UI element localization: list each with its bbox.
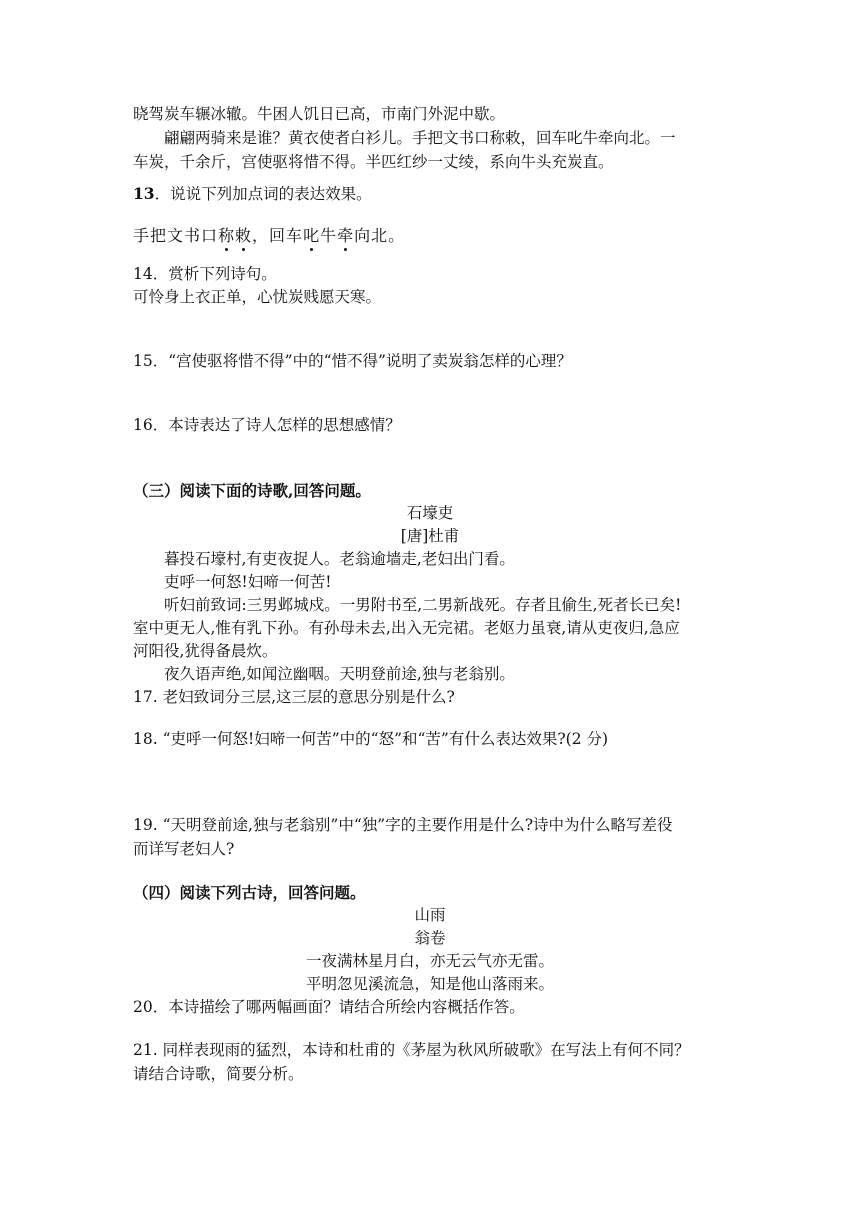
question-21-line-2: 请结合诗歌，简要分析。 (133, 1065, 304, 1083)
quote-part: 手把文书口 (133, 226, 219, 245)
poem-line-3: 车炭，千余斤，宫使驱将惜不得。半匹红纱一丈绫，系向牛头充炭直。 (133, 153, 614, 171)
poem-verse-1: 一夜满林星月白，亦无云气亦无雷。 (305, 952, 554, 970)
poem-para-4: 夜久语声绝,如闻泣幽咽。天明登前途,独与老翁别。 (164, 665, 515, 683)
question-16: 16．本诗表达了诗人怎样的思想感情？ (133, 416, 401, 434)
question-19-line-2: 而详写老妇人? (133, 840, 235, 858)
poem-verse-2: 平明忽见溪流急，知是他山落雨来。 (305, 975, 554, 993)
question-14: 14．赏析下列诗句。 (133, 265, 277, 283)
poem-line-2: 翩翩两骑来是谁？黄衣使者白衫儿。手把文书口称敕，回车叱牛牵向北。一 (164, 129, 676, 147)
question-20: 20．本诗描绘了哪两幅画面？请结合所绘内容概括作答。 (133, 998, 525, 1016)
section-4-heading: （四）阅读下列古诗，回答问题。 (133, 883, 366, 902)
poem-author-wengjuan: 翁卷 (414, 929, 446, 947)
poem-line-1: 晓驾炭车辗冰辙。牛困人饥日已高，市南门外泥中歇。 (133, 105, 506, 123)
section-3-heading: （三）阅读下面的诗歌,回答问题。 (133, 481, 371, 500)
poem-title-shanyu: 山雨 (414, 906, 446, 924)
question-13 (133, 183, 372, 205)
dotted-word: 敕 (235, 226, 253, 245)
question-13-text: 说说下列加点词的表达效果。 (170, 185, 372, 203)
quote-part: ，回车 (252, 226, 304, 245)
poem-para-2: 吏呼一何怒!妇啼一何苦! (164, 573, 332, 591)
question-19-line-1: 19. “天明登前途,独与老翁别”中“独”字的主要作用是什么?诗中为什么略写差役 (133, 816, 673, 834)
question-18: 18. “吏呼一何怒!妇啼一何苦”中的“怒”和“苦”有什么表达效果?(2 分) (133, 730, 609, 748)
quote-part: 向北。 (354, 226, 406, 245)
dotted-word: 叱 (303, 226, 321, 245)
question-13-separator: ． (154, 185, 171, 203)
poem-title-shihaoli: 石壕吏 (406, 504, 454, 522)
question-13-quote (133, 225, 405, 247)
question-14-line: 可怜身上衣正单，心忧炭贱愿天寒。 (133, 288, 382, 306)
question-13-number: 13 (133, 184, 155, 203)
question-21-line-1: 21. 同样表现雨的猛烈，本诗和杜甫的《茅屋为秋风所破歌》在写法上有何不同？ (133, 1041, 690, 1059)
poem-para-3b: 室中更无人,惟有乳下孙。有孙母未去,出入无完裙。老妪力虽衰,请从吏夜归,急应 (133, 619, 680, 637)
question-17: 17. 老妇致词分三层,这三层的意思分别是什么? (133, 688, 455, 706)
poem-para-1: 暮投石壕村,有吏夜捉人。老翁逾墙走,老妇出门看。 (164, 550, 515, 568)
quote-part: 牛 (320, 226, 338, 245)
poem-para-3a: 听妇前致词:三男邺城戍。一男附书至,二男新战死。存者且偷生,死者长已矣! (164, 596, 682, 614)
poem-para-3c: 河阳役,犹得备晨炊。 (133, 642, 278, 660)
question-15: 15．“宫使驱将惜不得”中的“惜不得”说明了卖炭翁怎样的心理？ (133, 352, 572, 370)
dotted-word: 牵 (337, 226, 355, 245)
poem-author-dufu: [唐]杜甫 (400, 527, 460, 545)
dotted-word: 称 (218, 226, 236, 245)
